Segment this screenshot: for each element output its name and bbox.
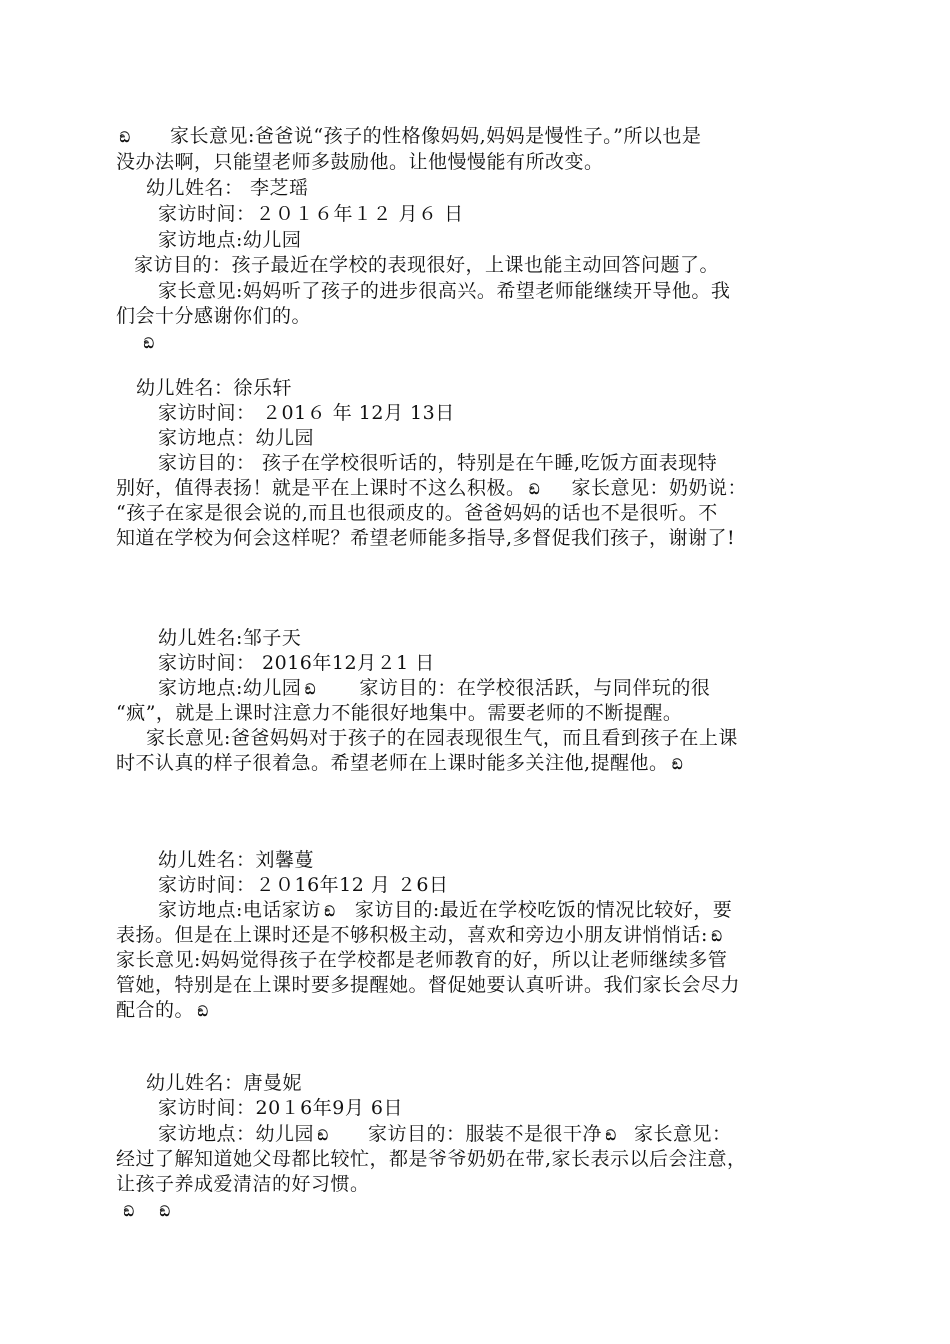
text-line: 管她，特别是在上课时要多提醒她。督促她要认真听讲。我们家长会尽力 bbox=[116, 974, 741, 996]
text-line: 时不认真的样子很着急。希望老师在上课时能多关注他,提醒他。ඞ bbox=[116, 751, 846, 777]
text-line bbox=[120, 1198, 850, 1224]
text-line: 表扬。但是在上课时还是不够积极主动，喜欢和旁边小朋友讲悄悄话:ඞ bbox=[116, 923, 846, 949]
visit-time-line: 家访时间： ２01６ 年 12月 13日 bbox=[158, 402, 455, 424]
parent-opinion-line: 家长意见:爸爸妈妈对于孩子的在园表现很生气，而且看到孩子在上课 bbox=[146, 727, 738, 749]
paragraph-mark-icon bbox=[669, 753, 687, 777]
paragraph-mark-icon bbox=[120, 1200, 138, 1224]
text-line: 配合的。ඞ bbox=[116, 998, 846, 1024]
visit-place-line: 家访地点：幼儿园ඞ 家访目的：服装不是很干净ඞ 家长意见： bbox=[158, 1122, 888, 1148]
parent-opinion-line: 家长意见:妈妈觉得孩子在学校都是老师教育的好，所以让老师继续多管 bbox=[116, 949, 728, 971]
child-name-line: 幼儿姓名:邹子天 bbox=[158, 627, 302, 649]
paragraph-mark-icon bbox=[156, 1200, 174, 1224]
paragraph-mark-icon bbox=[194, 1000, 212, 1024]
visit-time-line: 家访时间： 2016年12月２1 日 bbox=[158, 652, 435, 674]
text-line: ඞ家长意见:爸爸说“孩子的性格像妈妈,妈妈是慢性子。”所以也是 bbox=[116, 124, 846, 150]
text-line: “孩子在家是很会说的,而且也很顽皮的。爸爸妈妈的话也不是很听。不 bbox=[116, 502, 718, 524]
parent-opinion-line: 家长意见:妈妈听了孩子的进步很高兴。希望老师能继续开导他。我 bbox=[158, 280, 731, 302]
text-line: 没办法啊，只能望老师多鼓励他。让他慢慢能有所改变。 bbox=[116, 151, 604, 173]
child-name-line: 幼儿姓名：唐曼妮 bbox=[146, 1072, 303, 1094]
text-line: 让孩子养成爱清洁的好习惯。 bbox=[116, 1173, 370, 1195]
visit-purpose-line: 家访目的： 孩子在学校很听话的，特别是在午睡,吃饭方面表现特 bbox=[158, 452, 718, 474]
text-line: 经过了解知道她父母都比较忙，都是爷爷奶奶在带,家长表示以后会注意， bbox=[116, 1148, 747, 1170]
text-line: 们会十分感谢你们的。 bbox=[116, 305, 312, 327]
visit-time-line: 家访时间：20１6年9月 6日 bbox=[158, 1097, 403, 1119]
paragraph-mark-icon bbox=[116, 126, 134, 150]
visit-place-line: 家访地点:幼儿园 bbox=[158, 229, 302, 251]
child-name-line: 幼儿姓名：徐乐轩 bbox=[136, 377, 293, 399]
paragraph-mark-icon bbox=[321, 900, 339, 924]
visit-time-line: 家访时间：２０１６年１２ 月６ 日 bbox=[158, 203, 464, 225]
paragraph-mark-icon bbox=[526, 478, 544, 502]
paragraph-mark-icon bbox=[708, 925, 726, 949]
visit-time-line: 家访时间：２０16年12 月 ２6日 bbox=[158, 874, 449, 896]
paragraph-mark-icon bbox=[602, 1124, 620, 1148]
visit-place-line: 家访地点:电话家访ඞ 家访目的:最近在学校吃饭的情况比较好，要 bbox=[158, 898, 888, 924]
text-line: 别好，值得表扬！就是平在上课时不这么积极。ඞ 家长意见：奶奶说： bbox=[116, 476, 846, 502]
paragraph-mark-icon bbox=[314, 1124, 332, 1148]
paragraph-mark-icon bbox=[140, 332, 158, 356]
text-line: 知道在学校为何会这样呢？希望老师能多指导,多督促我们孩子，谢谢了! bbox=[116, 527, 736, 549]
child-name-line: 幼儿姓名： 李芝瑶 bbox=[146, 177, 309, 199]
text-line: “疯”，就是上课时注意力不能很好地集中。需要老师的不断提醒。 bbox=[116, 702, 683, 724]
visit-purpose-line: 家访目的：孩子最近在学校的表现很好，上课也能主动回答问题了。 bbox=[134, 254, 720, 276]
paragraph-mark-icon bbox=[301, 678, 319, 702]
child-name-line: 幼儿姓名：刘馨蔓 bbox=[158, 849, 315, 871]
visit-place-line: 家访地点:幼儿园ඞ 家访目的：在学校很活跃，与同伴玩的很 bbox=[158, 676, 888, 702]
text-line bbox=[140, 330, 870, 356]
visit-place-line: 家访地点：幼儿园 bbox=[158, 427, 315, 449]
